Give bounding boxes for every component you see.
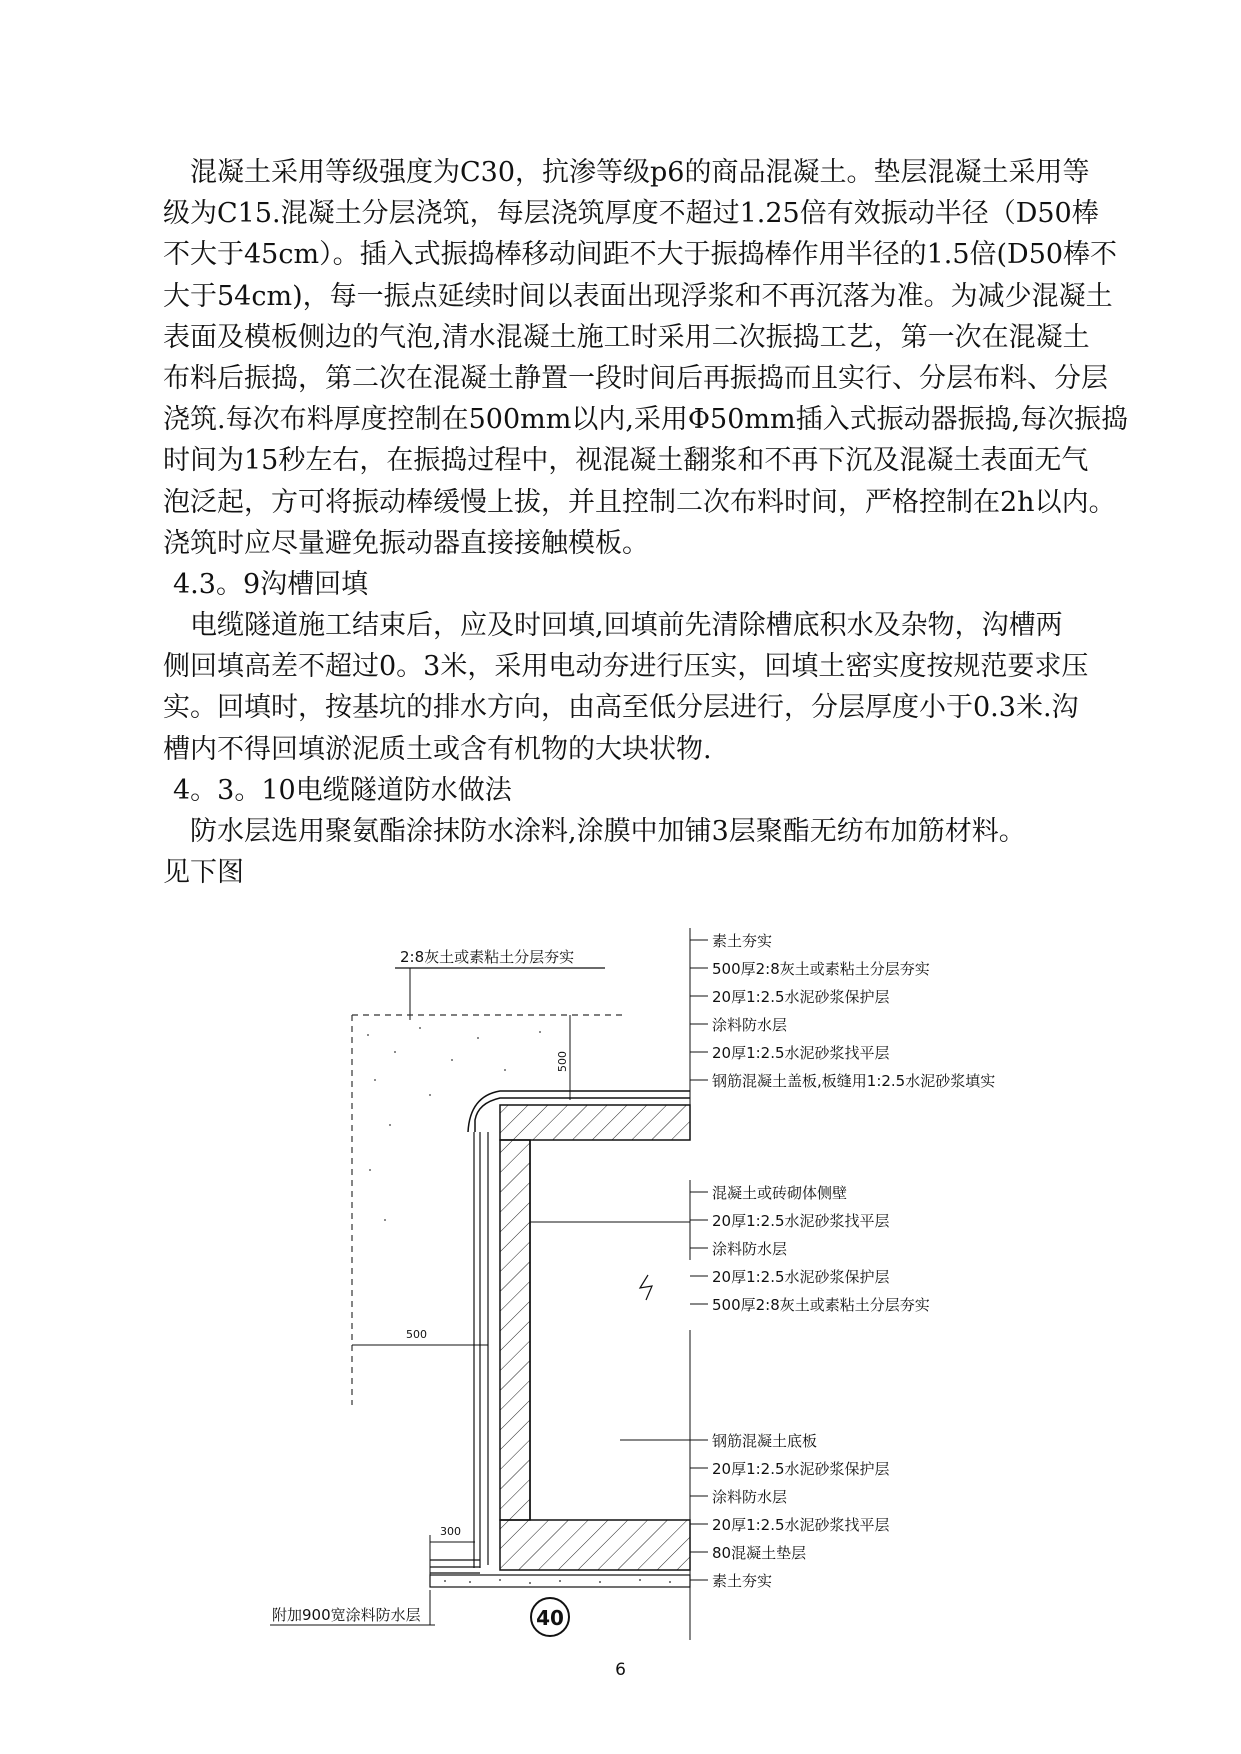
layer-label: 涂料防水层 <box>712 1488 788 1506</box>
layer-label: 涂料防水层 <box>712 1016 788 1034</box>
layer-label: 500厚2:8灰土或素粘土分层夯实 <box>712 1296 930 1314</box>
text-line: 不大于45cm）。插入式振捣棒移动间距不大于振捣棒作用半径的1.5倍(D50棒不 <box>163 239 1118 271</box>
figure-number-badge <box>520 1595 580 1645</box>
text-line: 防水层选用聚氨酯涂抹防水涂料,涂膜中加铺3层聚酯无纺布加筋材料。 <box>163 816 1026 847</box>
text-line: 时间为15秒左右，在振捣过程中，视混凝土翻浆和不再下沉及混凝土表面无气 <box>163 445 1089 477</box>
paragraph-backfill <box>163 605 1123 770</box>
break-mark <box>640 1275 652 1300</box>
text-line: 浇筑.每次布料厚度控制在500mm以内,采用Φ50mm插入式振动器振捣,每次振捣 <box>163 404 1129 436</box>
layer-label: 钢筋混凝土底板 <box>712 1432 818 1450</box>
layer-label: 20厚1:2.5水泥砂浆找平层 <box>712 1516 890 1534</box>
layer-label: 涂料防水层 <box>712 1240 788 1258</box>
paragraph-waterproofing <box>163 811 1123 852</box>
paragraph-concrete <box>163 152 1129 564</box>
layer-label: 20厚1:2.5水泥砂浆保护层 <box>712 1268 890 1286</box>
top-layer-labels <box>690 932 995 1090</box>
text-line: 布料后振捣，第二次在混凝土静置一段时间后再振捣而且实行、分层布料、分层 <box>163 362 1108 394</box>
wall-layer-labels <box>690 1184 930 1314</box>
text-line: 浇筑时应尽量避免振动器直接接触模板。 <box>163 527 649 559</box>
layer-label: 20厚1:2.5水泥砂浆保护层 <box>712 1460 890 1478</box>
text-line: 级为C15.混凝土分层浇筑，每层浇筑厚度不超过1.25倍有效振动半径（D50棒 <box>163 198 1099 230</box>
layer-label: 20厚1:2.5水泥砂浆保护层 <box>712 988 890 1006</box>
text-line: 电缆隧道施工结束后，应及时回填,回填前先清除槽底积水及杂物，沟槽两 <box>163 610 1063 642</box>
label-lime-soil-fill: 2:8灰土或素粘土分层夯实 <box>400 948 575 966</box>
layer-label: 20厚1:2.5水泥砂浆找平层 <box>712 1212 890 1230</box>
bottom-layer-labels <box>690 1432 890 1590</box>
body-text <box>163 152 1129 893</box>
layer-label: 20厚1:2.5水泥砂浆找平层 <box>712 1044 890 1062</box>
text-line: 大于54cm)，每一振点延续时间以表面出现浮浆和不再沉落为准。为减少混凝土 <box>163 280 1113 312</box>
text-line: 表面及模板侧边的气泡,清水混凝土施工时采用二次振捣工艺，第一次在混凝土 <box>163 321 1090 353</box>
layer-label: 500厚2:8灰土或素粘土分层夯实 <box>712 960 930 978</box>
text-line: 槽内不得回填淤泥质土或含有机物的大块状物. <box>163 733 712 765</box>
section-heading-trench-backfill: 4.3。9沟槽回填 <box>173 568 369 600</box>
layer-label: 素土夯实 <box>712 932 773 950</box>
dimension-300: 300 <box>440 1525 461 1538</box>
text-line: 实。回填时，按基坑的排水方向，由高至低分层进行，分层厚度小于0.3米.沟 <box>163 692 1079 724</box>
label-extra-waterproofing: 附加900宽涂料防水层 <box>272 1606 421 1624</box>
text-line: 混凝土采用等级强度为C30，抗渗等级p6的商品混凝土。垫层混凝土采用等 <box>163 157 1090 188</box>
side-wall <box>500 1140 530 1520</box>
dimension-500-horizontal: 500 <box>406 1328 427 1341</box>
roof-slab <box>500 1105 690 1140</box>
layer-label: 混凝土或砖砌体侧壁 <box>712 1184 848 1202</box>
section-heading-waterproofing: 4。3。10电缆隧道防水做法 <box>173 774 512 806</box>
layer-label: 钢筋混凝土盖板,板缝用1:2.5水泥砂浆填实 <box>712 1072 996 1090</box>
layer-label: 素土夯实 <box>712 1572 773 1590</box>
figure-number: 40 <box>536 1606 564 1630</box>
bottom-slab <box>500 1520 690 1570</box>
text-line: 泡泛起，方可将振动棒缓慢上拔，并且控制二次布料时间，严格控制在2h以内。 <box>163 486 1116 518</box>
dimension-500-vertical: 500 <box>556 1051 569 1072</box>
text-line: 侧回填高差不超过0。3米，采用电动夯进行压实，回填土密实度按规范要求压 <box>163 651 1089 683</box>
layer-label: 80混凝土垫层 <box>712 1544 807 1562</box>
page-number: 6 <box>615 1660 626 1680</box>
see-below-text: 见下图 <box>163 857 244 889</box>
